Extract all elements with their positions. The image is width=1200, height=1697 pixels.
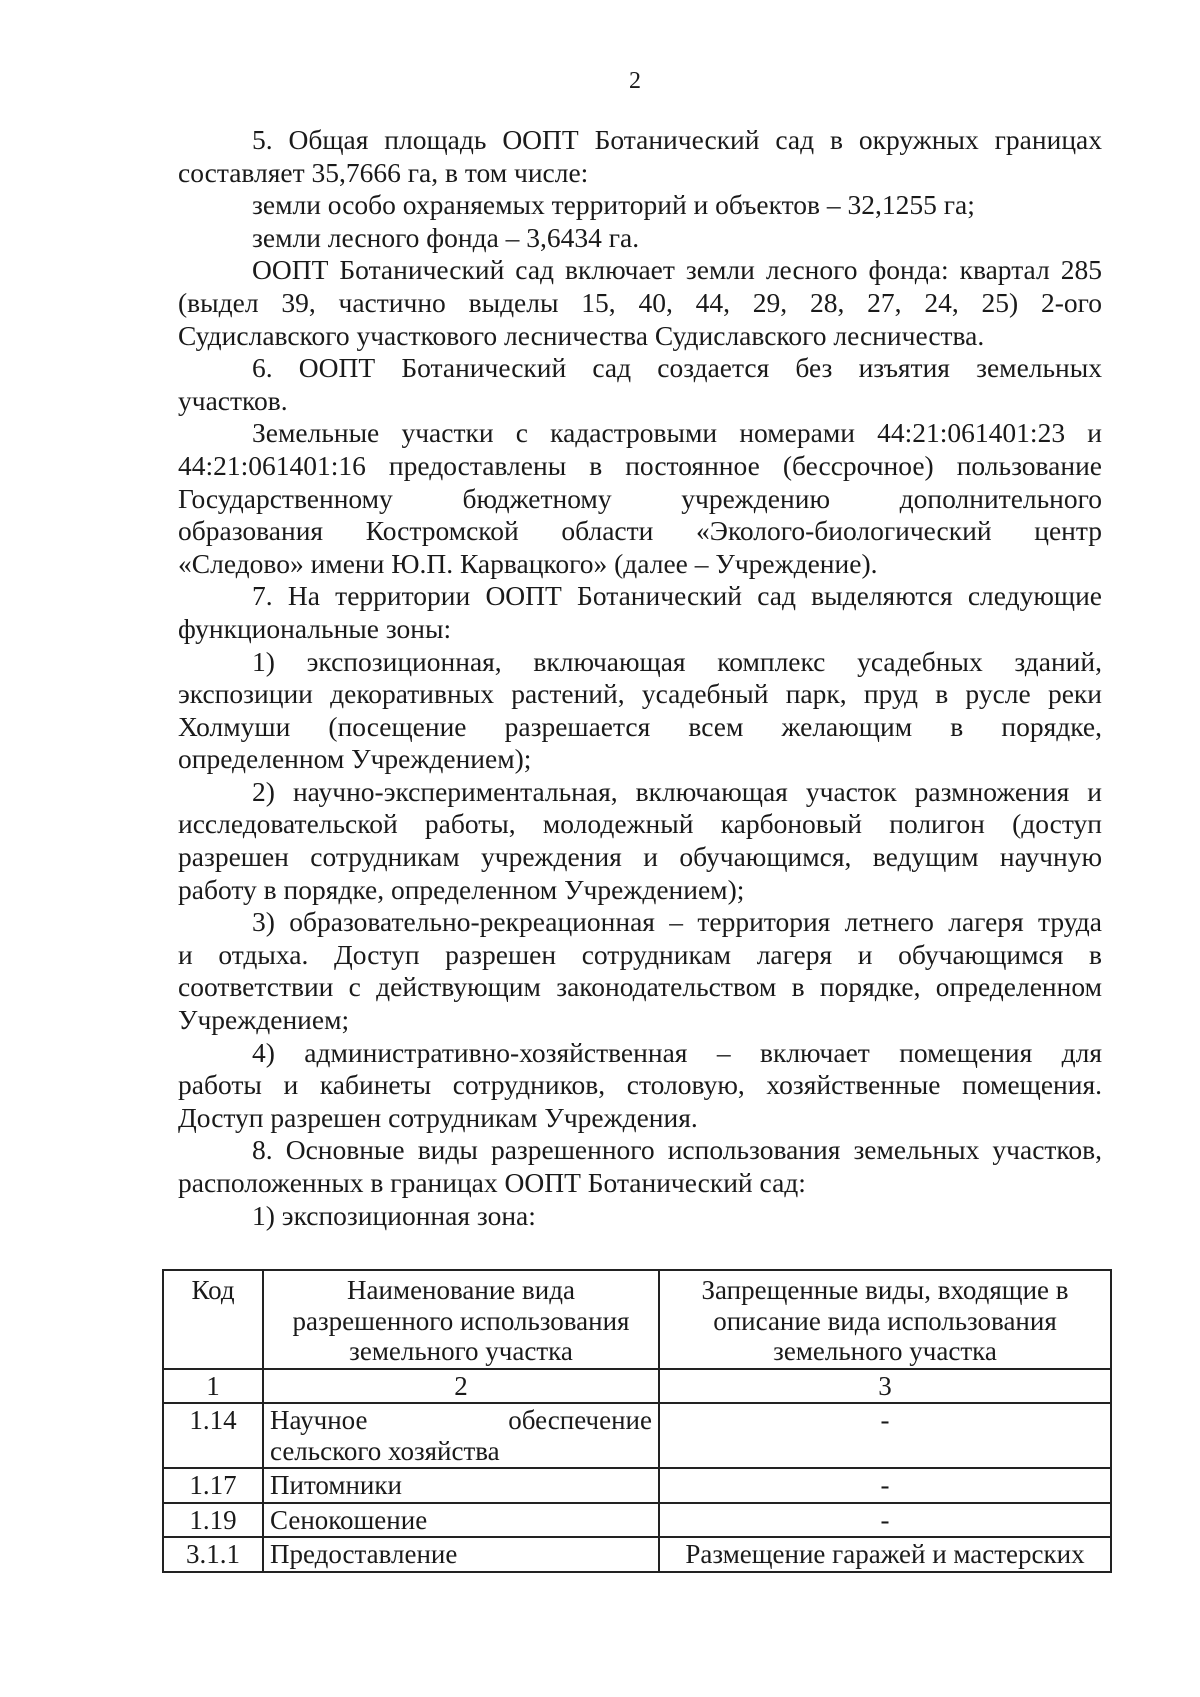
row-name-line-2: сельского хозяйства bbox=[270, 1435, 500, 1466]
table-header-row bbox=[163, 1270, 1111, 1369]
header-code: Код bbox=[163, 1270, 263, 1369]
zone-3-line-1: 3) образовательно-рекреационная – территория летнего лагеря труда bbox=[252, 906, 1102, 938]
table-row bbox=[163, 1468, 1111, 1503]
table-row bbox=[163, 1537, 1111, 1572]
paragraph-7-line-2: функциональные зоны: bbox=[178, 612, 452, 644]
paragraph-cadastral-line-2: 44:21:061401:16 предоставлены в постоянное (бессрочное) пользование bbox=[178, 449, 1102, 481]
zone-4-line-3: Доступ разрешен сотрудникам Учреждения. bbox=[178, 1101, 698, 1133]
paragraph-5-line-2: составляет 35,7666 га, в том числе: bbox=[178, 156, 589, 188]
paragraph-8-line-1: 8. Основные виды разрешенного использования земельных участков, bbox=[252, 1134, 1102, 1166]
zone-4-line-1: 4) административно-хозяйственная – включает помещения для bbox=[252, 1036, 1102, 1068]
land-use-table bbox=[162, 1269, 1112, 1573]
row-name: Сенокошение bbox=[263, 1503, 659, 1538]
zone-2-line-1: 2) научно-экспериментальная, включающая участок размножения и bbox=[252, 775, 1102, 807]
paragraph-cadastral-line-3: Государственному бюджетному учреждению дополнительного bbox=[178, 482, 1102, 514]
row-name bbox=[263, 1403, 659, 1468]
column-number: 3 bbox=[659, 1369, 1111, 1404]
row-name-line-1: Научное обеспечение bbox=[270, 1405, 652, 1435]
paragraph-5-oopt-lands: земли особо охраняемых территорий и объектов – 32,1255 га; bbox=[252, 189, 975, 221]
row-code: 1.14 bbox=[163, 1403, 263, 1468]
header-name-line-3: земельного участка bbox=[349, 1336, 573, 1366]
zone-1-line-3: Холмуши (посещение разрешается всем желающим в порядке, bbox=[178, 710, 1102, 742]
zone-3-line-3: соответствии с действующим законодательством в порядке, определенном bbox=[178, 971, 1102, 1003]
row-forbidden: Размещение гаражей и мастерских bbox=[659, 1537, 1111, 1572]
table-column-numbers-row bbox=[163, 1369, 1111, 1404]
header-name-line-1: Наименование вида bbox=[347, 1275, 575, 1305]
paragraph-8-line-2: расположенных в границах ООПТ Ботанический сад: bbox=[178, 1167, 806, 1198]
header-forbidden-line-3: земельного участка bbox=[773, 1336, 997, 1366]
row-name: Предоставление bbox=[263, 1537, 659, 1572]
header-forbidden-line-1: Запрещенные виды, входящие в bbox=[701, 1275, 1069, 1305]
zone-1-line-2: экспозиции декоративных растений, усадебный парк, пруд в русле реки bbox=[178, 678, 1102, 710]
zone-3-line-4: Учреждением; bbox=[178, 1004, 350, 1036]
header-forbidden bbox=[659, 1270, 1111, 1369]
exposition-zone-heading: 1) экспозиционная зона: bbox=[252, 1199, 536, 1231]
table-row bbox=[163, 1503, 1111, 1538]
row-name: Питомники bbox=[263, 1468, 659, 1503]
paragraph-7-line-1: 7. На территории ООПТ Ботанический сад выделяются следующие bbox=[252, 580, 1102, 612]
header-name bbox=[263, 1270, 659, 1369]
header-name-line-2: разрешенного использования bbox=[292, 1305, 630, 1336]
row-code: 1.19 bbox=[163, 1503, 263, 1538]
paragraph-forest-fund-line-3: Судиславского участкового лесничества Судиславского лесничества. bbox=[178, 319, 985, 351]
row-code: 1.17 bbox=[163, 1468, 263, 1503]
zone-2-line-2: исследовательской работы, молодежный карбоновый полигон (доступ bbox=[178, 808, 1102, 840]
zone-2-line-4: работу в порядке, определенном Учреждением); bbox=[178, 873, 745, 905]
paragraph-forest-fund-line-1: ООПТ Ботанический сад включает земли лесного фонда: квартал 285 bbox=[252, 254, 1102, 286]
row-forbidden: - bbox=[659, 1503, 1111, 1538]
row-forbidden: - bbox=[659, 1403, 1111, 1468]
header-forbidden-line-2: описание вида использования bbox=[713, 1305, 1057, 1336]
paragraph-cadastral-line-1: Земельные участки с кадастровыми номерами 44:21:061401:23 и bbox=[252, 417, 1102, 449]
zone-2-line-3: разрешен сотрудникам учреждения и обучающимся, ведущим научную bbox=[178, 841, 1102, 873]
paragraph-forest-fund-line-2: (выдел 39, частично выделы 15, 40, 44, 29, 28, 27, 24, 25) 2-ого bbox=[178, 286, 1102, 318]
row-code: 3.1.1 bbox=[163, 1537, 263, 1572]
zone-3-line-2: и отдыха. Доступ разрешен сотрудникам лагеря и обучающимся в bbox=[178, 938, 1102, 970]
paragraph-5-forest-lands: земли лесного фонда – 3,6434 га. bbox=[252, 221, 640, 253]
zone-1-line-4: определенном Учреждением); bbox=[178, 743, 532, 775]
paragraph-cadastral-line-4: образования Костромской области «Эколого-биологический центр bbox=[178, 515, 1102, 547]
zone-4-line-2: работы и кабинеты сотрудников, столовую, хозяйственные помещения. bbox=[178, 1069, 1102, 1101]
row-forbidden: - bbox=[659, 1468, 1111, 1503]
paragraph-5-line-1: 5. Общая площадь ООПТ Ботанический сад в окружных границах bbox=[252, 124, 1102, 155]
page-number: 2 bbox=[629, 68, 641, 94]
column-number: 2 bbox=[263, 1369, 659, 1404]
column-number: 1 bbox=[163, 1369, 263, 1404]
table-row bbox=[163, 1403, 1111, 1468]
paragraph-6-line-1: 6. ООПТ Ботанический сад создается без изъятия земельных bbox=[252, 352, 1102, 384]
document-body bbox=[178, 124, 1102, 1232]
paragraph-6-line-2: участков. bbox=[178, 384, 288, 416]
zone-1-line-1: 1) экспозиционная, включающая комплекс усадебных зданий, bbox=[252, 645, 1102, 677]
paragraph-cadastral-line-5: «Следово» имени Ю.П. Карвацкого» (далее – Учреждение). bbox=[178, 547, 878, 579]
